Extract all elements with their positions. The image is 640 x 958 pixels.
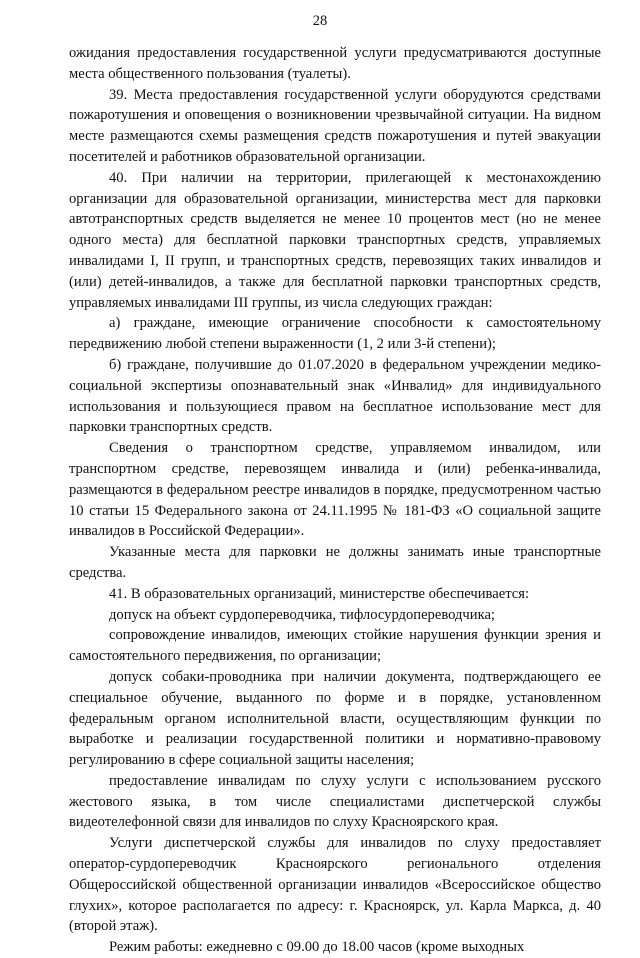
paragraph-item-41: 41. В образовательных организаций, министерстве обеспечивается:	[109, 585, 529, 602]
paragraph-dispatch-service: Услуги диспетчерской службы для инвалидов по слуху предоставляет оператор-сурдопереводчик Красноярского регионального отделения Общероссийской общественной организации инвалидов «Всероссийское общество глухих», которое располагается по адресу: г. Красноярск, ул. Карла Маркса, д. 40 (второй этаж).	[69, 835, 601, 935]
paragraph-item-39: 39. Места предоставления государственной услуги оборудуются средствами пожаротушения и оповещения о возникновении чрезвычайной ситуации. На видном месте размещаются схемы размещения средств пожаротушения и путей эвакуации посетителей и работников образовательной организации.	[69, 86, 601, 165]
paragraph-parking-restriction: Указанные места для парковки не должны занимать иные транспортные средства.	[69, 544, 601, 581]
paragraph-sign-language: предоставление инвалидам по слуху услуги с использованием русского жестового языка, в том числе специалистами диспетчерской службы видеотелефонной связи для инвалидов по слуху Красноярского края.	[69, 772, 601, 831]
paragraph-vehicle-info: Сведения о транспортном средстве, управляемом инвалидом, или транспортном средстве, перевозящем инвалида и (или) ребенка-инвалида, размещаются в федеральном реестре инвалидов в порядке, предусмотренном частью 10 статьи 15 Федерального закона от 24.11.1995 № 181-ФЗ «О социальной защите инвалидов в Российской Федерации».	[69, 440, 601, 540]
paragraph-continuation: ожидания предоставления государственной услуги предусматриваются доступные места общественного пользования (туалеты).	[69, 45, 601, 82]
paragraph-subitem-b: б) граждане, получившие до 01.07.2020 в федеральном учреждении медико-социальной экспертизы опознавательный знак «Инвалид» для индивидуального использования и пользующиеся правом на бесплатное использование мест для парковки транспортных средств.	[69, 356, 601, 436]
paragraph-escort: сопровождение инвалидов, имеющих стойкие нарушения функции зрения и самостоятельного передвижения, по организации;	[69, 627, 601, 665]
page-number: 28	[312, 13, 328, 29]
paragraph-sign-interpreter: допуск на объект сурдопереводчика, тифлосурдопереводчика;	[109, 606, 495, 623]
document-body	[69, 43, 601, 958]
paragraph-item-40: 40. При наличии на территории, прилегающей к местонахождению организации для образовательной организации, министерства мест для парковки автотранспортных средств выделяется не менее 10 процентов мест (но не менее одного места) для бесплатной парковки транспортных средств, управляемых инвалидами I, II групп, и транспортных средств, перевозящих таких инвалидов и (или) детей-инвалидов, а также для бесплатной парковки транспортных средств, управляемых инвалидами III группы, из числа следующих граждан:	[69, 169, 601, 311]
paragraph-schedule: Режим работы: ежедневно с 09.00 до 18.00 часов (кроме выходных	[109, 939, 525, 956]
paragraph-subitem-a: а) граждане, имеющие ограничение способности к самостоятельному передвижению любой степени выраженности (1, 2 или 3-й степени);	[69, 315, 601, 353]
paragraph-guide-dog: допуск собаки-проводника при наличии документа, подтверждающего ее специальное обучение, выданного по форме и в порядке, установленном федеральным органом исполнительной власти, осуществляющим функции по выработке и реализации государственной политики и нормативно-правовому регулированию в сфере социальной защиты населения;	[69, 668, 601, 769]
